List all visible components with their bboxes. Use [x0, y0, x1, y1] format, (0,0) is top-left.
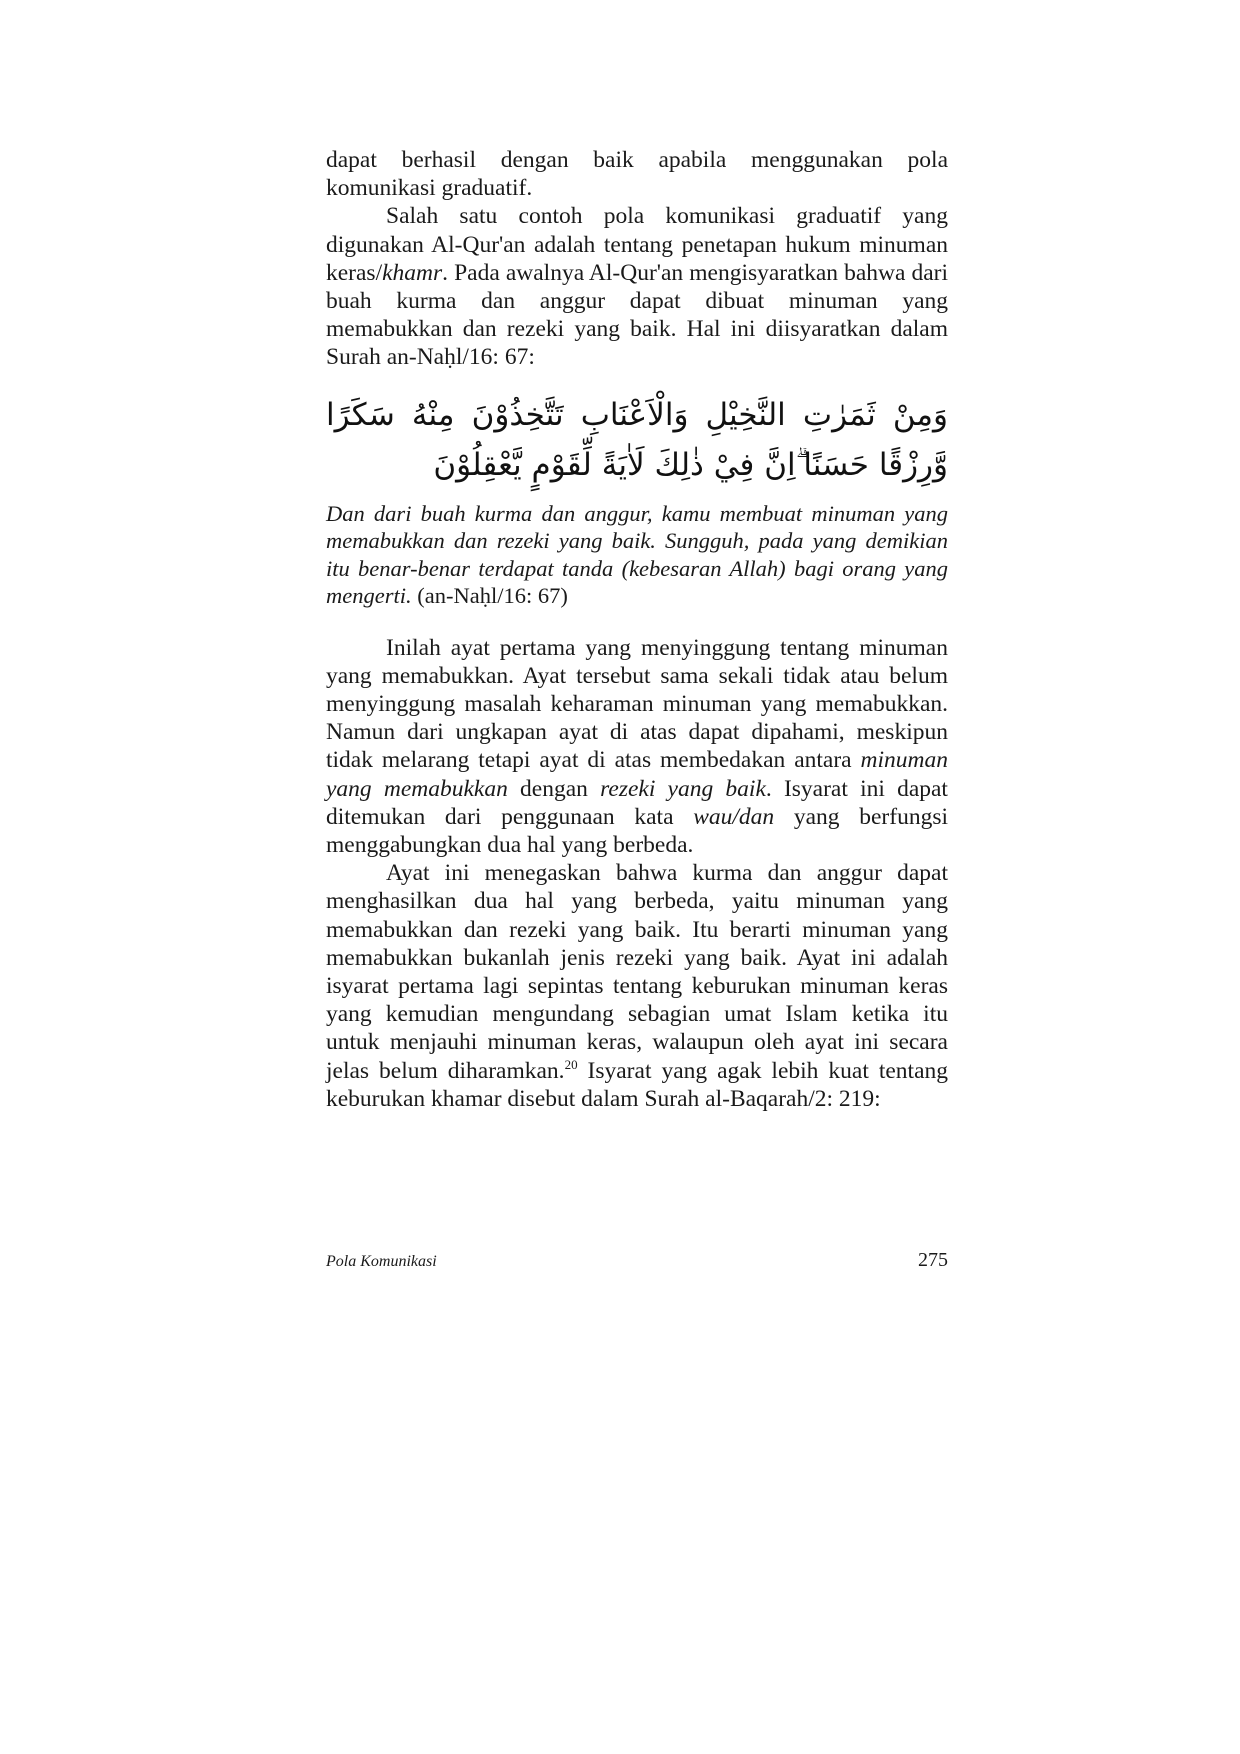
paragraph-3-text-g: yang berfungsi menggabungkan dua hal yang berbeda. [326, 803, 948, 859]
verse-translation-text: Dan dari buah kurma dan anggur, kamu membuat minuman yang memabukkan dan rezeki yang baik. Sungguh, pada yang demikian itu benar-benar terdapat tanda (kebesaran Allah) bagi orang yang mengerti. [326, 500, 948, 609]
footnote-marker[interactable]: 20 [564, 1056, 578, 1072]
paragraph-2-term-khamr: khamr [382, 259, 443, 286]
paragraph-3-term-wau: wau/dan [693, 803, 775, 830]
paragraph-3 [326, 634, 948, 860]
paragraph-3-text-e: . Isyarat ini dapat ditemukan dari penggunaan kata [326, 775, 948, 830]
arabic-verse: وَمِنْ ثَمَرٰتِ النَّخِيْلِ وَالْاَعْنَابِ تَتَّخِذُوْنَ مِنْهُ سَكَرًا وَّرِزْقًا حَسَنًا ۗاِنَّ فِيْ ذٰلِكَ لَاٰيَةً لِّقَوْمٍ يَّعْقِلُوْنَ [326, 396, 948, 483]
paragraph-2-text-a: Salah satu contoh pola komunikasi graduatif yang digunakan Al-Qur'an adalah tentang penetapan hukum minuman keras/ [326, 203, 948, 286]
paragraph-1: dapat berhasil dengan baik apabila menggunakan pola komunikasi graduatif. [326, 147, 948, 202]
running-footer-title: Pola Komunikasi [326, 1253, 437, 1270]
page-number: 275 [918, 1249, 948, 1271]
paragraph-2 [326, 202, 948, 371]
paragraph-3-term-minuman: minuman yang memabukkan [326, 747, 948, 802]
paragraph-3-text-a: Inilah ayat pertama yang menyinggung tentang minuman yang memabukkan. Ayat tersebut sama sekali tidak atau belum menyinggung masalah keharaman minuman yang memabukkan. Namun dari ungkapan ayat di atas dapat dipahami, meskipun tidak melarang tetapi ayat di atas membedakan antara [326, 634, 948, 774]
paragraph-4 [326, 859, 948, 1113]
paragraph-3-term-rezeki: rezeki yang baik [600, 775, 766, 802]
verse-translation [326, 500, 948, 610]
paragraph-4-text-a: Ayat ini menegaskan bahwa kurma dan anggur dapat menghasilkan dua hal yang berbeda, yaitu minuman yang memabukkan dan rezeki yang baik. Itu berarti minuman yang memabukkan bukanlah jenis rezeki yang baik. Ayat ini adalah isyarat pertama lagi sepintas tentang keburukan minuman keras yang kemudian mengundang sebagian umat Islam ketika itu untuk menjauhi minuman keras, walaupun oleh ayat ini secara jelas belum diharamkan. [326, 860, 948, 1084]
paragraph-2-text-c: . Pada awalnya Al-Qur'an mengisyaratkan bahwa dari buah kurma dan anggur dapat dibuat minuman yang memabukkan dan rezeki yang baik. Hal ini diisyaratkan dalam Surah an-Naḥl/16: 67: [326, 259, 948, 371]
paragraph-3-text-c: dengan [507, 775, 601, 802]
verse-reference: (an-Naḥl/16: 67) [417, 583, 568, 609]
spacer [326, 610, 948, 634]
page-body [326, 146, 948, 1113]
paragraph-4-text-b: Isyarat yang agak lebih kuat tentang keburukan khamar disebut dalam Surah al-Baqarah/2: 219: [326, 1057, 948, 1112]
